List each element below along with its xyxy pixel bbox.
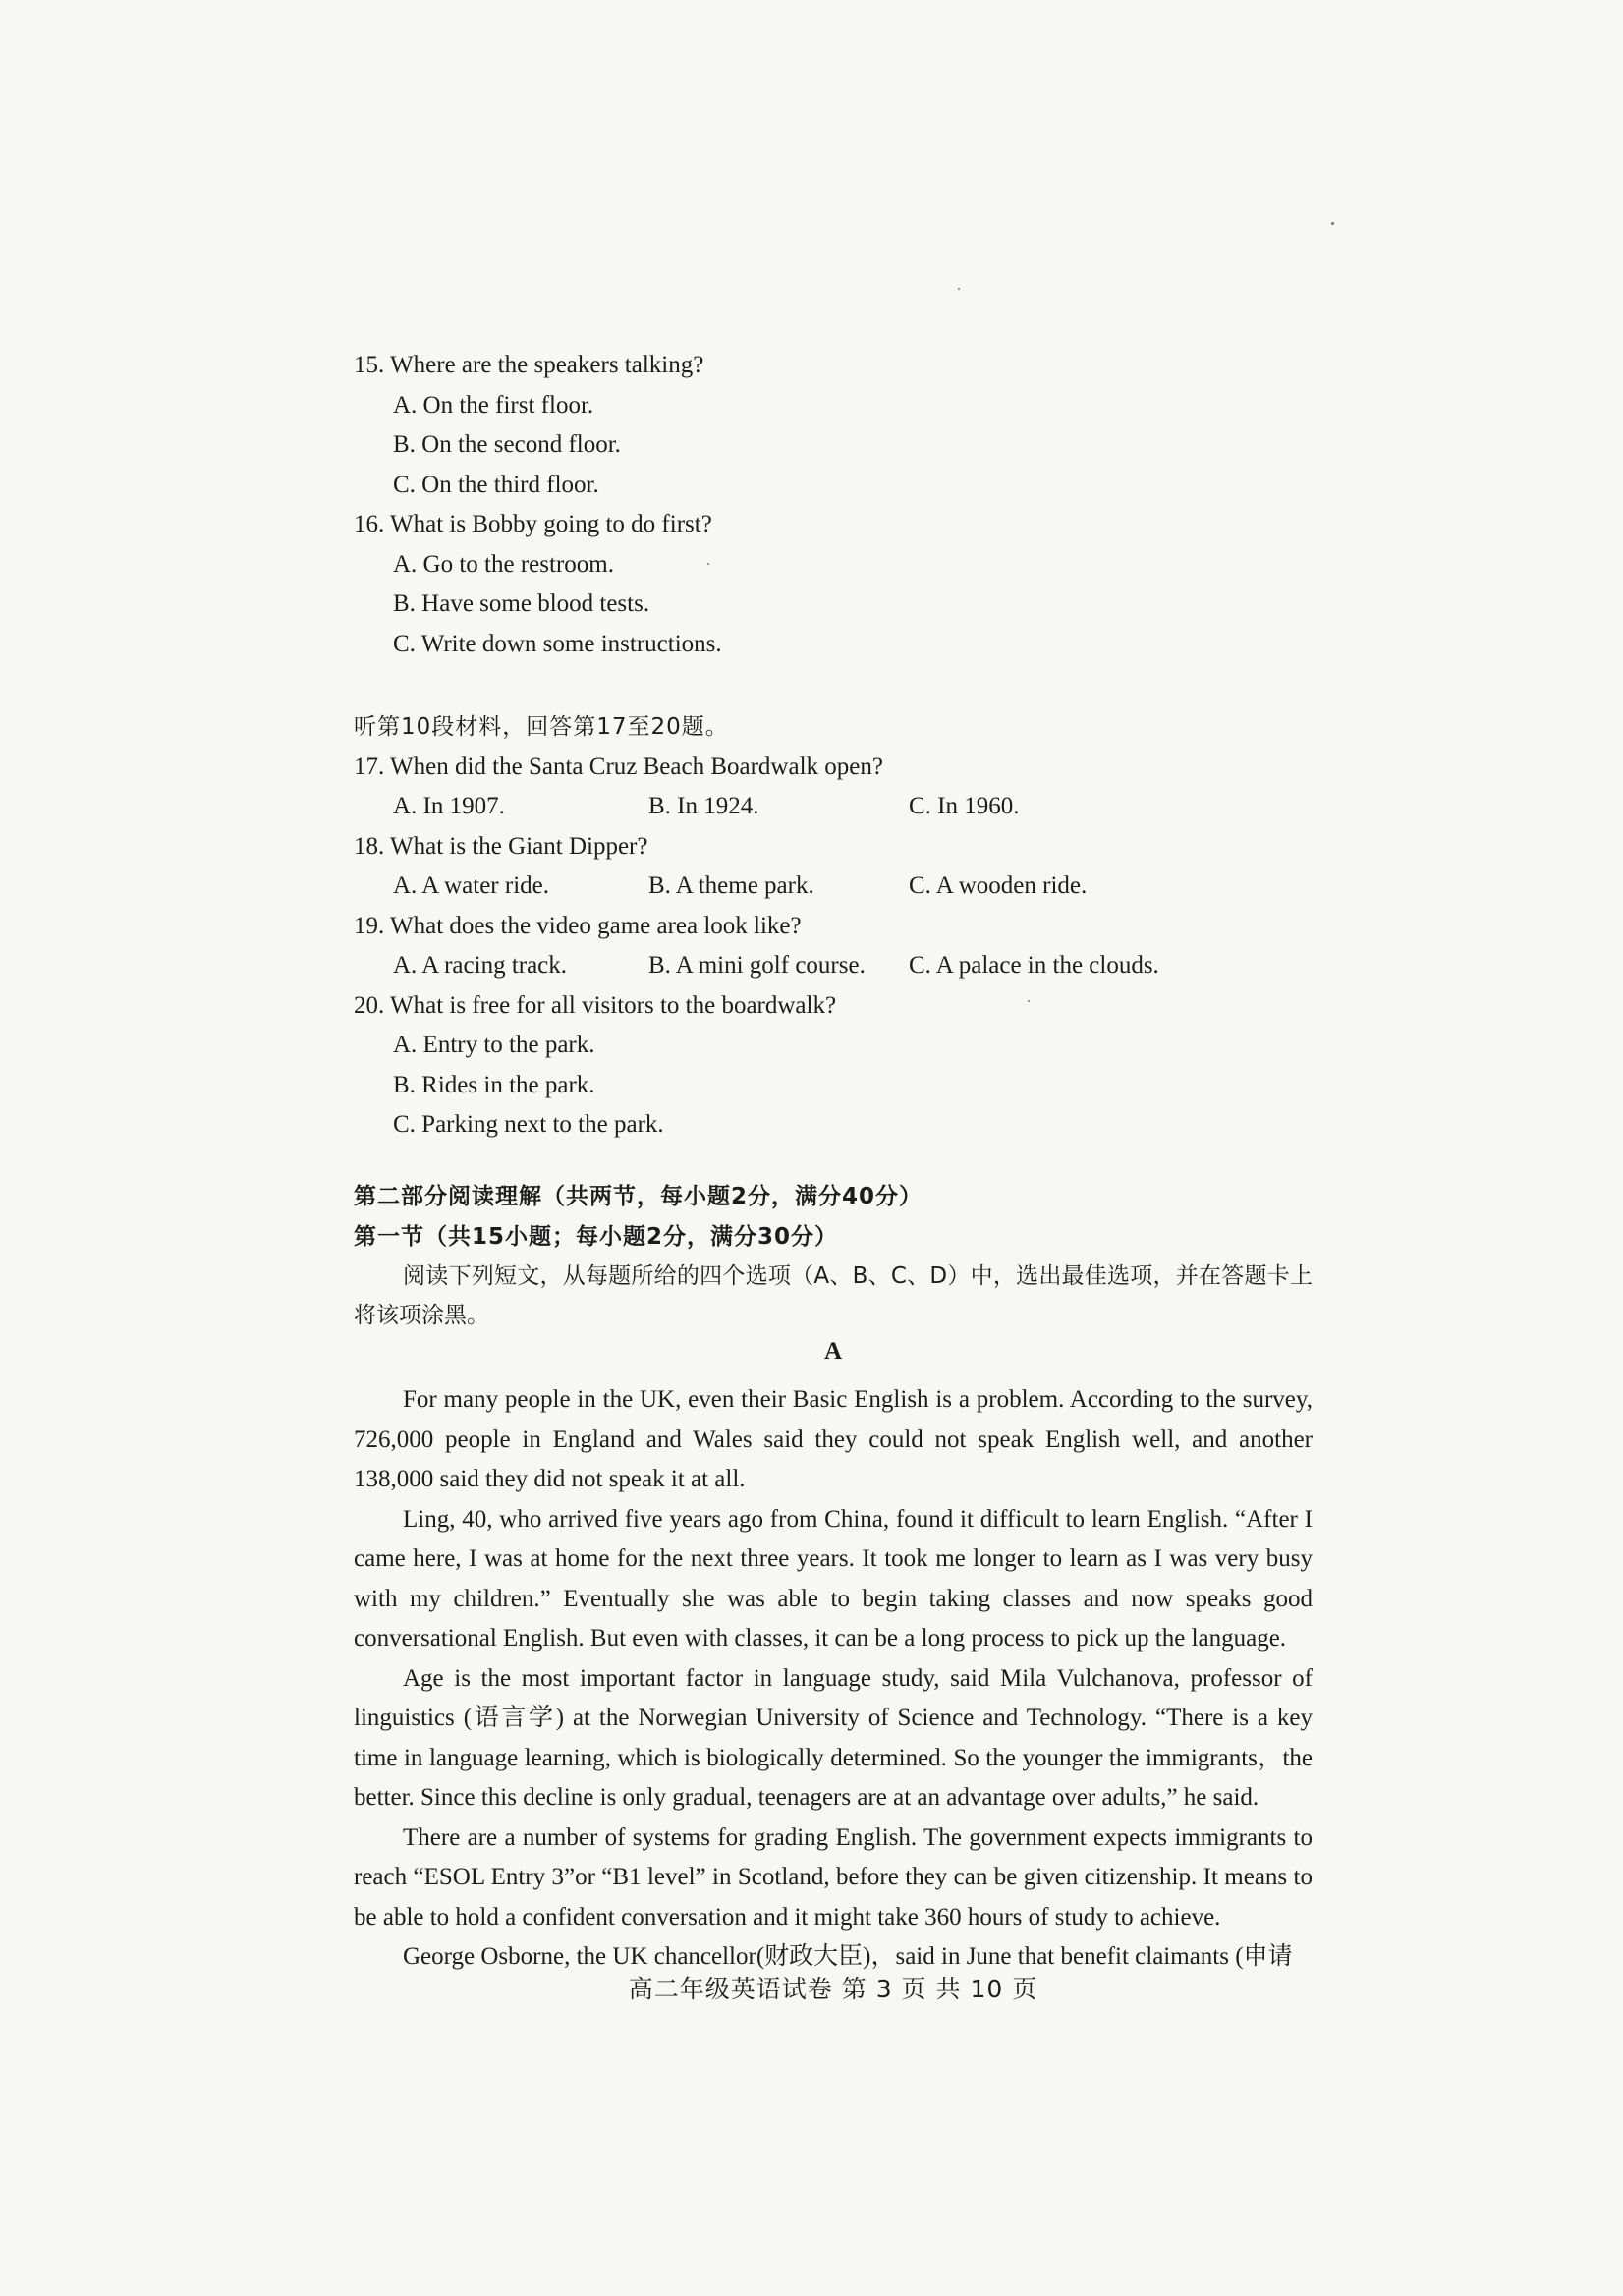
- question-option: A. In 1907.: [393, 793, 505, 819]
- passage-paragraph: There are a number of systems for grading English. The government expects immigrants to reach “ESOL Entry 3”or “B1 level” in Scotland, before they can be given citizenship. It means to be able to hold a confident conversation and it might take 360 hours of study to achieve.: [354, 1823, 1313, 1931]
- part2-header: [354, 1177, 1313, 1335]
- question-options-row: [354, 867, 1316, 907]
- part2-title: 第二部分阅读理解（共两节，每小题2分，满分40分）: [354, 1184, 923, 1209]
- question-option: B. Rides in the park.: [393, 1071, 595, 1098]
- questions-mid: [354, 707, 1316, 1146]
- question-option: C. A wooden ride.: [909, 872, 1088, 899]
- listening-header: 听第10段材料，回答第17至20题。: [354, 714, 729, 740]
- question-option: A. Go to the restroom.: [393, 550, 614, 578]
- question-options-row: [354, 787, 1316, 827]
- page-footer: 高二年级英语试卷 第 3 页 共 10 页: [628, 1975, 1038, 2003]
- passage-paragraph: Age is the most important factor in language study, said Mila Vulchanova, professor of linguistics (语言学) at the Norwegian University of Science and Technology. “There is a key time in language learning, which is biologically determined. So the younger the immigrants，the better. Since this decline is only gradual, teenagers are at an advantage over adults,” he said.: [354, 1664, 1313, 1811]
- question-option: B. Have some blood tests.: [393, 590, 650, 617]
- question-stem: 15. Where are the speakers talking?: [354, 352, 704, 378]
- question-option: A. On the first floor.: [393, 391, 594, 419]
- question-option: B. A theme park.: [648, 872, 814, 899]
- scan-speck: [1331, 222, 1334, 225]
- question-option: C. A palace in the clouds.: [909, 952, 1159, 979]
- question-option: A. Entry to the park.: [393, 1032, 595, 1058]
- passage-letter: A: [823, 1338, 843, 1365]
- question-option: C. In 1960.: [909, 793, 1020, 819]
- section1-title: 第一节（共15小题；每小题2分，满分30分）: [354, 1223, 839, 1250]
- question-option: B. In 1924.: [648, 793, 759, 819]
- question-stem: 19. What does the video game area look like?: [354, 912, 802, 939]
- question-option: C. Write down some instructions.: [393, 630, 722, 657]
- question-option: C. Parking next to the park.: [393, 1111, 664, 1138]
- scan-speck: [958, 288, 960, 290]
- instructions: 阅读下列短文，从每题所给的四个选项（A、B、C、D）中，选出最佳选项，并在答题卡上将该项涂黑。: [354, 1263, 1313, 1328]
- passage: [354, 1380, 1313, 1978]
- question-option: B. On the second floor.: [393, 431, 621, 458]
- question-options-row: [354, 946, 1316, 986]
- question-option: B. A mini golf course.: [648, 952, 866, 979]
- question-stem: 17. When did the Santa Cruz Beach Boardwalk open?: [354, 753, 883, 780]
- question-option: A. A racing track.: [393, 952, 568, 979]
- questions-top: [354, 346, 1316, 664]
- passage-paragraph: For many people in the UK, even their Basic English is a problem. According to the survey, 726,000 people in England and Wales said they could not speak English well, and another 138,000 said they did not speak it at all.: [354, 1386, 1313, 1492]
- passage-paragraph: George Osborne, the UK chancellor(财政大臣)，said in June that benefit claimants (申请: [403, 1943, 1293, 1970]
- question-option: A. A water ride.: [393, 872, 549, 899]
- passage-paragraph: Ling, 40, who arrived five years ago from China, found it difficult to learn English. “After I came here, I was at home for the next three years. It took me longer to learn as I was very busy with my children.” Eventually she was able to begin taking classes and now speaks good conversational English. But even with classes, it can be a long process to pick up the language.: [354, 1505, 1313, 1652]
- question-stem: 20. What is free for all visitors to the boardwalk?: [354, 991, 837, 1019]
- question-option: C. On the third floor.: [393, 471, 599, 498]
- question-stem: 16. What is Bobby going to do first?: [354, 511, 712, 537]
- question-stem: 18. What is the Giant Dipper?: [354, 832, 648, 860]
